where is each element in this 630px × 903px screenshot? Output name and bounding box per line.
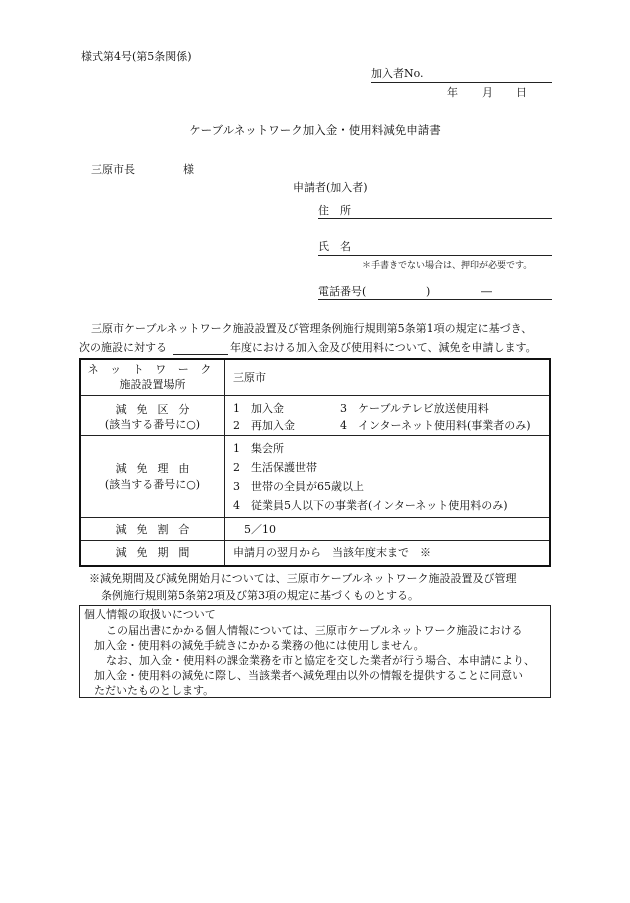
period-value: 申請月の翌月から 当該年度末まで ※ [233,546,431,559]
body-line-2-prefix: 次の施設に対する [79,341,167,354]
application-table [79,358,551,567]
page-title: ケーブルネットワーク加入金・使用料減免申請書 [189,123,441,137]
location-sublabel: 施設設置場所 [119,378,186,391]
privacy-title: 個人情報の取扱いについて [84,608,216,621]
date-year: 年 [447,86,458,99]
reason-option-3: 3 世帯の全員が65歳以上 [233,480,364,493]
row-divider [81,517,549,518]
privacy-line-2: 加入金・使用料の減免手続きにかかる業務の他には使用しません。 [94,639,425,652]
form-number: 様式第4号(第5条関係) [81,50,192,63]
name-label: 氏 名 [318,240,351,253]
note-line-2: 条例施行規則第5条第2項及び第3項の規定に基づくものとする。 [101,589,419,602]
phone-line [318,299,552,300]
date-month: 月 [482,86,493,99]
phone-close: ) [426,285,431,298]
address-line [318,218,552,219]
reason-label: 減免理由 [115,462,200,475]
location-value: 三原市 [233,371,266,384]
location-label: ネットワーク [87,363,223,376]
addressee-name: 三原市長 [91,163,135,176]
privacy-line-3: なお、加入金・使用料の課金業務を市と協定を交した業者が行う場合、本申請により、 [106,654,535,667]
category-option-1: 1 加入金 [233,402,284,415]
privacy-line-4: 加入金・使用料の減免に際し、当該業者へ減免理由以外の情報を提供することに同意い [94,669,523,682]
name-line [318,255,552,256]
seal-note: ＊手書きでない場合は、押印が必要です。 [362,261,533,271]
phone-label: 電話番号( [318,285,367,298]
category-option-3: 3 ケーブルテレビ放送使用料 [340,402,489,415]
body-line-2-suffix: 年度における加入金及び使用料について、減免を申請します。 [230,341,537,354]
fiscal-year-blank [173,354,228,355]
row-divider [81,435,549,436]
category-sublabel: (該当する番号に○) [104,418,201,431]
row-divider [81,395,549,396]
category-option-4: 4 インターネット使用料(事業者のみ) [340,419,531,432]
reason-option-2: 2 生活保護世帯 [233,461,317,474]
privacy-line-1: この届出書にかかる個人情報については、三原市ケーブルネットワーク施設における [106,624,523,637]
rate-value: 5／10 [244,523,276,536]
category-label: 減免区分 [115,403,200,416]
address-label: 住 所 [318,204,351,217]
member-no-label: 加入者No. [371,67,424,80]
privacy-notice-box [79,605,551,698]
date-day: 日 [516,86,527,99]
row-divider [81,540,549,541]
addressee-honorific: 様 [183,163,194,176]
member-no-line [371,82,552,83]
period-label: 減免期間 [115,546,200,559]
privacy-line-5: ただいたものとします。 [94,684,215,697]
applicant-label: 申請者(加入者) [293,181,368,194]
note-line-1: ※減免期間及び減免開始月については、三原市ケーブルネットワーク施設設置及び管理 [89,572,517,585]
rate-label: 減免割合 [115,523,200,536]
category-option-2: 2 再加入金 [233,419,295,432]
body-line-1: 三原市ケーブルネットワーク施設設置及び管理条例施行規則第5条第1項の規定に基づき、 [91,322,533,335]
table-column-divider [224,360,225,565]
reason-sublabel: (該当する番号に○) [104,478,201,491]
reason-option-1: 1 集会所 [233,442,284,455]
phone-dash: ― [481,285,492,298]
reason-option-4: 4 従業員5人以下の事業者(インターネット使用料のみ) [233,499,508,512]
